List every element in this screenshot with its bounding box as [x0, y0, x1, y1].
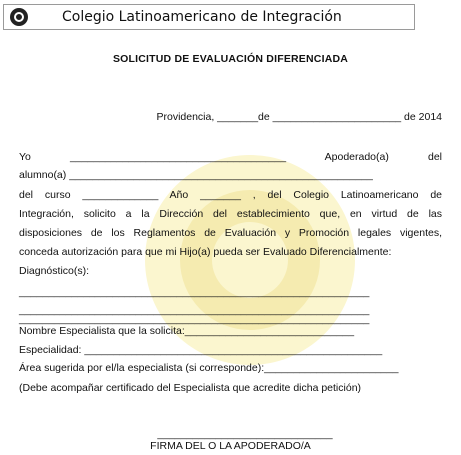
diagnosis-blank-2: ____________________________________________________________	[19, 304, 370, 316]
header-box	[3, 4, 415, 30]
diagnosis-blank-3: ____________________________________________________________	[19, 313, 370, 325]
form-line-6: conceda autorización para que mi Hijo(a) pueda ser Evaluado Diferencialmente:	[19, 246, 392, 258]
suggested-area-line: Área sugerida por el/la especialista (si corresponde):_______________________	[19, 362, 399, 374]
signature-caption: FIRMA DEL O LA APODERADO/A	[150, 440, 311, 452]
school-name: Colegio Latinoamericano de Integración	[62, 9, 342, 25]
certificate-note: (Debe acompañar certificado del Especialista que acredite dicha petición)	[19, 382, 362, 394]
form-line-5: disposiciones de los Reglamentos de Evaluación y Promoción legales vigentes,	[19, 227, 442, 239]
signature-line: ______________________________	[157, 428, 333, 440]
diagnosis-blank-1: ____________________________________________________________	[19, 286, 370, 298]
form-line-1: Yo _____________________________________ Apoderado(a) del	[19, 151, 442, 163]
diagnosis-label: Diagnóstico(s):	[19, 265, 90, 277]
date-line: Providencia, _______de ______________________ de 2014	[156, 111, 442, 123]
school-logo-icon	[10, 8, 28, 26]
document-title: SOLICITUD DE EVALUACIÓN DIFERENCIADA	[112, 53, 349, 65]
form-line-3: del curso _____________ Año _______ , del Colegio Latinoamericano de	[19, 189, 442, 201]
form-line-2: alumno(a) ____________________________________________________	[19, 169, 373, 181]
specialty-line: Especialidad: ___________________________________________________	[19, 344, 383, 356]
form-line-4: Integración, solicito a la Dirección del establecimiento que, en virtud de las	[19, 208, 442, 220]
specialist-name-line: Nombre Especialista que la solicita:_____________________________	[19, 325, 355, 337]
